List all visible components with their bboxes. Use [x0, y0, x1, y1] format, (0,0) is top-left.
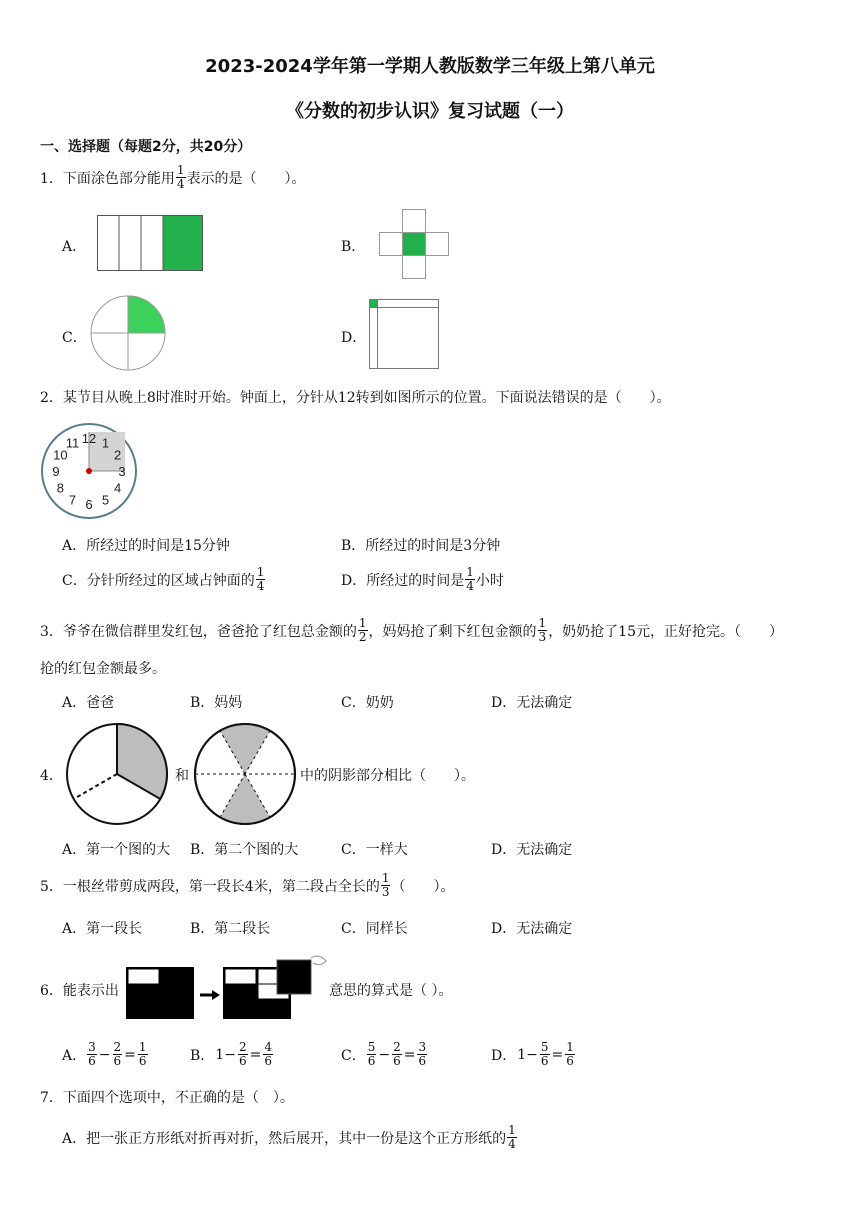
q4-and: 和 — [175, 768, 189, 784]
section-heading: 一、选择题（每题2分，共20分） — [40, 139, 252, 155]
q2-option-b: B．所经过的时间是3分钟 — [341, 538, 501, 554]
q5-option-a: A．第一段长 — [62, 921, 143, 937]
q5-option-d: D．无法确定 — [491, 921, 573, 937]
q1-figure-d — [369, 299, 439, 369]
q4-post: 中的阴影部分相比（ ）。 — [300, 768, 475, 784]
clock-number-8: 8 — [56, 480, 65, 496]
clock-number-4: 4 — [113, 480, 122, 496]
title-line-1: 2023-2024学年第一学期人教版数学三年级上第八单元 — [205, 56, 655, 77]
q6-figure-before — [126, 967, 194, 1019]
q2-option-c: C．分针所经过的区域占钟面的 $\frac{1}{4}$ — [62, 565, 265, 593]
q3-option-c: C．奶奶 — [341, 695, 394, 711]
q3-option-b: B．妈妈 — [190, 695, 243, 711]
q5-option-c: C．同样长 — [341, 921, 408, 937]
q4-circle-one-third — [65, 722, 169, 826]
q2-option-a: A．所经过的时间是15分钟 — [62, 538, 230, 554]
question-4-number: 4． — [40, 768, 63, 784]
question-1-stem: 1．下面涂色部分能用 $\frac{1}{4}$ 表示的是（ ）。 — [40, 163, 306, 191]
q4-option-d: D．无法确定 — [491, 842, 573, 858]
q3-option-a: A．爸爸 — [62, 695, 115, 711]
question-5-stem: 5．一根丝带剪成两段，第一段长4米，第二段占全长的 $\frac{1}{3}$ （ ）。 — [40, 871, 455, 899]
clock-number-5: 5 — [101, 492, 110, 508]
question-3-stem: 3．爷爷在微信群里发红包，爸爸抢了红包总金额的 $\frac{1}{2}$ ，妈妈抢了剩下红包金额的 $\frac{1}{3}$ ，奶奶抢了15元，正好抢完。（ ） — [40, 616, 784, 644]
q6-option-a: A． $\frac{3}{6}$ − $\frac{2}{6}$ = $\frac{1}{6}$ — [62, 1040, 147, 1068]
q7-option-a: A．把一张正方形纸对折再对折，然后展开，其中一份是这个正方形纸的 $\frac{1}{4}$ — [62, 1123, 516, 1151]
q1-figure-a — [97, 215, 203, 271]
clock-number-6: 6 — [85, 497, 93, 512]
q5-option-b: B．第二段长 — [190, 921, 271, 937]
question-6-post: 意思的算式是（ ）。 — [329, 983, 453, 999]
q4-option-b: B．第二个图的大 — [190, 842, 299, 858]
question-6-pre: 6．能表示出 — [40, 983, 119, 999]
q4-option-a: A．第一个图的大 — [62, 842, 171, 858]
clock-number-2: 2 — [113, 447, 122, 463]
clock-number-1: 1 — [101, 435, 110, 451]
question-3-line-2: 抢的红包金额最多。 — [40, 661, 166, 677]
title-line-2: 《分数的初步认识》复习试题（一） — [286, 101, 574, 122]
q3-option-d: D．无法确定 — [491, 695, 573, 711]
q2-option-d: D．所经过的时间是 $\frac{1}{4}$ 小时 — [341, 565, 504, 593]
clock-face — [40, 422, 138, 520]
clock-number-11: 11 — [65, 435, 80, 451]
q1-figure-b — [379, 209, 449, 279]
question-2-stem: 2．某节目从晚上8时准时开始。钟面上，分针从12转到如图所示的位置。下面说法错误的是（ ）。 — [40, 390, 671, 406]
q1-option-d-label: D． — [341, 330, 367, 346]
q1-option-c-label: C． — [62, 330, 87, 346]
clock-number-9: 9 — [52, 464, 60, 479]
clock-number-7: 7 — [68, 492, 77, 508]
question-7-stem: 7．下面四个选项中，不正确的是（ ）。 — [40, 1090, 294, 1106]
q6-option-b: B．1− $\frac{2}{6}$ = $\frac{4}{6}$ — [190, 1040, 272, 1068]
q6-option-d: D．1− $\frac{5}{6}$ = $\frac{1}{6}$ — [491, 1040, 574, 1068]
clock-number-10: 10 — [53, 447, 68, 463]
q6-option-c: C． $\frac{5}{6}$ − $\frac{2}{6}$ = $\frac{3}{6}$ — [341, 1040, 427, 1068]
q6-figure-after — [223, 953, 331, 1020]
q1-option-b-label: B． — [341, 239, 366, 255]
q4-circle-hourglass — [193, 722, 297, 826]
arrow-right-icon — [199, 988, 221, 1002]
q1-figure-c — [90, 295, 166, 371]
clock-number-12: 12 — [81, 431, 97, 446]
q1-option-a-label: A． — [62, 239, 87, 255]
clock-number-3: 3 — [118, 464, 126, 479]
q4-option-c: C．一样大 — [341, 842, 408, 858]
